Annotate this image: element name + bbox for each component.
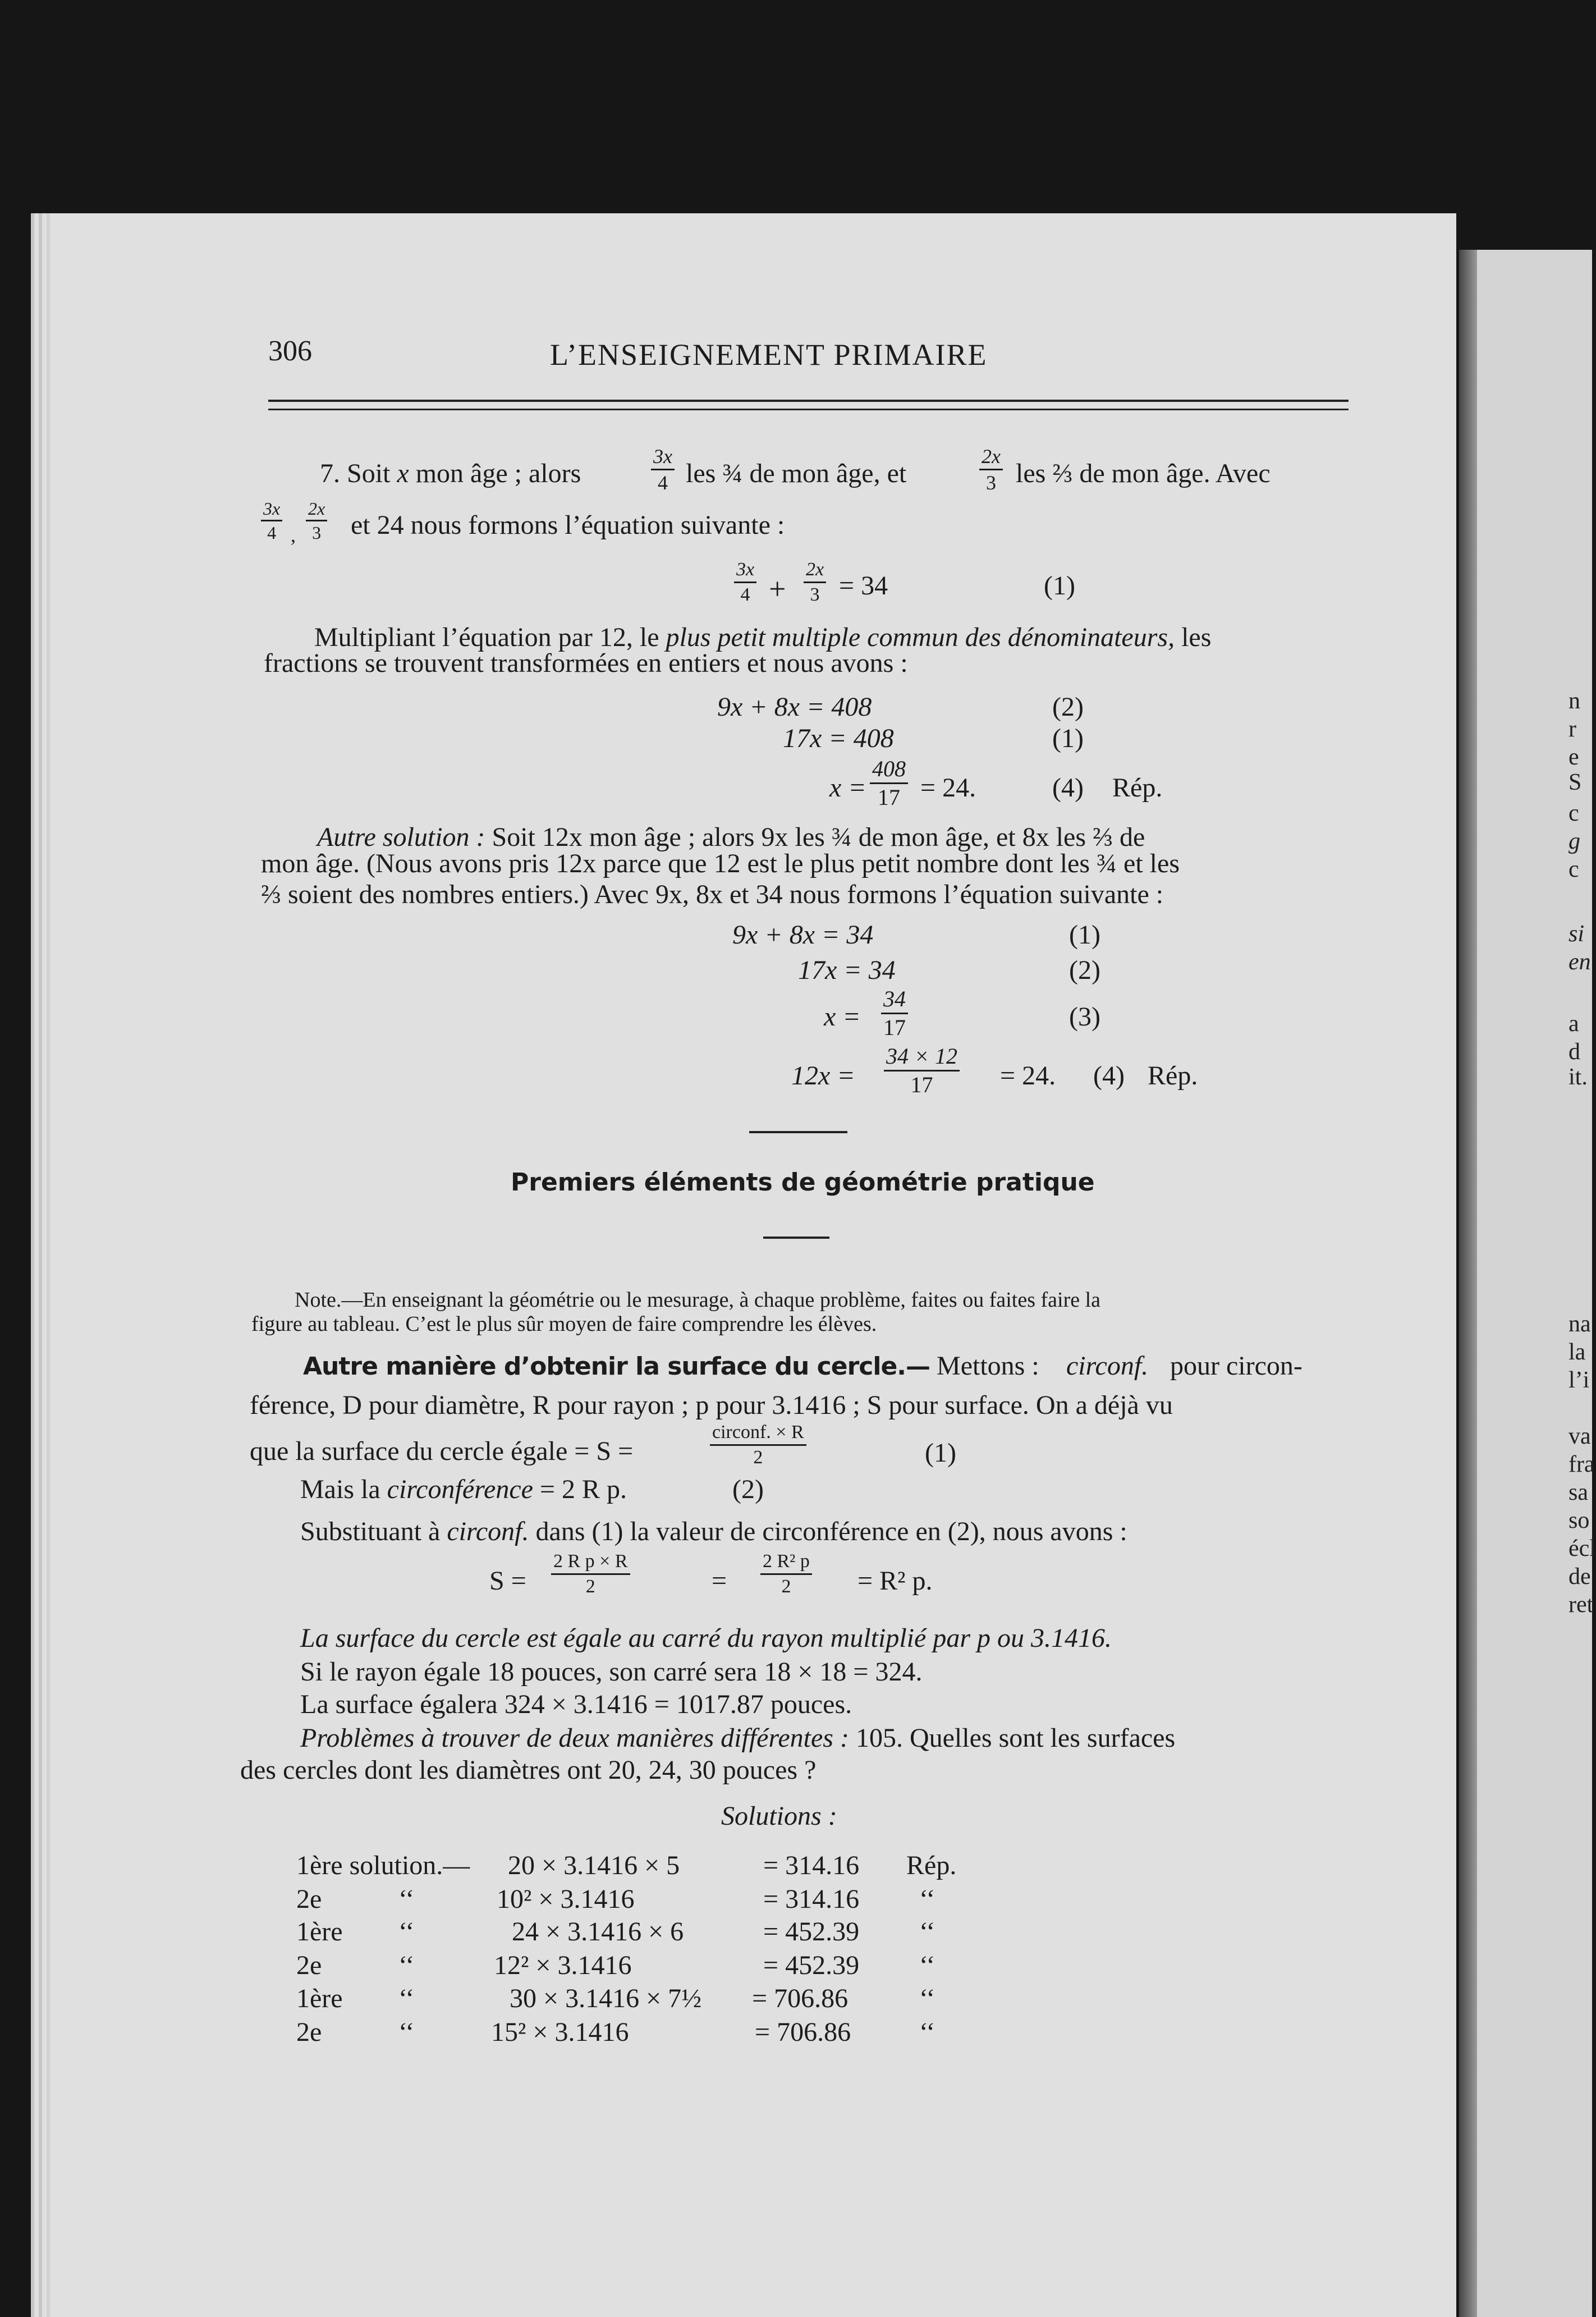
text-line: férence, D pour diamètre, R pour rayon ; p pour 3.1416 ; S pour surface. On a déjà vu: [250, 1390, 1173, 1420]
equals-sign: =: [712, 1566, 727, 1596]
term-circonf: circonf.: [1066, 1351, 1149, 1381]
fragment: fra: [1569, 1451, 1595, 1477]
solution-expr: 24 × 3.1416 × 6: [512, 1917, 684, 1947]
solution-label: 2e: [296, 1950, 322, 1980]
equation-rhs: = 24.: [1000, 1061, 1056, 1091]
page-edge: [47, 213, 50, 2317]
ditto-mark: ‘‘: [398, 1950, 415, 1980]
text-line: 7. Soit x mon âge ; alors: [320, 459, 581, 488]
fraction: $\frac{2x}{3}$: [979, 446, 1003, 493]
fragment: n: [1569, 688, 1580, 714]
solution-rep: ‘‘: [919, 1950, 935, 1980]
text-line: La surface égalera 324 × 3.1416 = 1017.87 pouces.: [300, 1689, 852, 1719]
text-line: Si le rayon égale 18 pouces, son carré sera 18 × 18 = 324.: [300, 1657, 923, 1687]
equation: x =: [829, 773, 866, 803]
equation-ref: (1): [1052, 724, 1084, 753]
equation-ref: (4): [1093, 1061, 1125, 1091]
section-divider: [749, 1131, 847, 1133]
fraction: $\frac{3x}{4}$: [651, 446, 675, 493]
text-line: les ⅔ de mon âge. Avec: [1016, 459, 1271, 488]
fragment: d: [1569, 1039, 1580, 1065]
solution-result: = 706.86: [755, 2017, 851, 2047]
solution-rep: ‘‘: [919, 1884, 935, 1914]
fraction: $\frac{2x}{3}$: [306, 500, 327, 542]
solution-label: 2e: [296, 1884, 322, 1914]
ditto-mark: ‘‘: [398, 2017, 415, 2047]
fraction: circonf. × R 2: [710, 1423, 806, 1467]
solution-label: 1ère: [296, 1984, 343, 2013]
fraction: $\frac{408}{17}$: [870, 758, 908, 809]
header-rule: [268, 400, 1349, 402]
fragment: de: [1569, 1564, 1591, 1590]
solution-expr: 15² × 3.1416: [491, 2017, 629, 2047]
page-number: 306: [268, 335, 312, 367]
solutions-title: Solutions :: [721, 1801, 837, 1831]
fragment: si: [1569, 921, 1585, 947]
solution-label: 1ère solution.—: [296, 1851, 470, 1880]
facing-page: [1459, 250, 1592, 2317]
equation-ref: (2): [732, 1475, 764, 1504]
fraction: $\frac{3x}{4}$: [734, 560, 756, 605]
text-line: Autre manière d’obtenir la surface du cercle.— Mettons :: [303, 1351, 1039, 1381]
book-gutter: [1459, 250, 1477, 2317]
page-edge: [39, 213, 42, 2317]
fraction: $\frac{34}{17}$: [881, 988, 908, 1039]
text-line: que la surface du cercle égale = S =: [250, 1436, 634, 1466]
text-line: Substituant à circonf. dans (1) la valeur de circonférence en (2), nous avons :: [300, 1517, 1127, 1546]
text-line: les ¾ de mon âge, et: [686, 459, 907, 488]
equation: 17x = 34: [798, 955, 896, 985]
solution-result: = 706.86: [752, 1984, 849, 2013]
fragment: e: [1569, 744, 1579, 770]
note-line: figure au tableau. C’est le plus sûr moyen de faire comprendre les élèves.: [251, 1312, 877, 1336]
plus-sign: +: [769, 572, 786, 606]
solution-expr: 20 × 3.1416 × 5: [508, 1851, 680, 1880]
equation: S =: [489, 1566, 526, 1596]
ditto-mark: ‘‘: [398, 1984, 415, 2013]
ditto-mark: ‘‘: [398, 1917, 415, 1947]
equation-ref: (3): [1069, 1002, 1100, 1032]
equation: 9x + 8x = 34: [732, 920, 874, 950]
fraction: $\frac{34 \times 12}{17}$: [884, 1045, 960, 1096]
solution-result: = 314.16: [763, 1851, 860, 1880]
fragment: g: [1569, 828, 1580, 854]
equation-ref: (4): [1052, 773, 1084, 803]
equation: 9x + 8x = 408: [717, 692, 872, 722]
fragment: écl: [1569, 1536, 1596, 1562]
text-line: des cercles dont les diamètres ont 20, 24, 30 pouces ?: [240, 1755, 817, 1785]
equation-ref: (2): [1052, 692, 1084, 722]
equation-rhs: = 24.: [920, 773, 976, 803]
rule-statement: La surface du cercle est égale au carré du rayon multiplié par p ou 3.1416.: [300, 1623, 1112, 1653]
rep-label: Rép.: [1112, 773, 1163, 803]
section-title: Premiers éléments de géométrie pratique: [511, 1168, 1095, 1197]
fraction: $\frac{\text{2 R p × R}}{2}$: [551, 1552, 630, 1596]
solution-rep: Rép.: [906, 1851, 957, 1880]
fragment: va: [1569, 1423, 1591, 1449]
fragment: la: [1569, 1339, 1586, 1365]
fraction: $\frac{\text{2 R² p}}{2}$: [760, 1552, 812, 1596]
solution-label: 2e: [296, 2017, 322, 2047]
comma: ,: [291, 524, 296, 546]
solution-rep: ‘‘: [919, 2017, 935, 2047]
header-rule: [268, 409, 1349, 410]
text-line: et 24 nous formons l’équation suivante :: [351, 510, 785, 540]
equation: x =: [824, 1002, 861, 1032]
solution-expr: 30 × 3.1416 × 7½: [510, 1984, 702, 2013]
text-line: fractions se trouvent transformées en entiers et nous avons :: [264, 648, 908, 678]
section-divider: [763, 1237, 829, 1239]
text-line: Mais la circonférence = 2 R p.: [300, 1475, 627, 1504]
solution-rep: ‘‘: [919, 1917, 935, 1947]
solution-rep: ‘‘: [919, 1984, 935, 2013]
note-line: Note.—En enseignant la géométrie ou le mesurage, à chaque problème, faites ou faites faire la: [295, 1288, 1101, 1312]
text-line: Multipliant l’équation par 12, le plus petit multiple commun des dénominateurs, les: [314, 622, 1212, 652]
text-line: Problèmes à trouver de deux manières différentes : 105. Quelles sont les surfaces: [300, 1723, 1176, 1753]
text-line: Autre solution : Soit 12x mon âge ; alors 9x les ¾ de mon âge, et 8x les ⅔ de: [317, 822, 1145, 852]
fragment: a: [1569, 1011, 1579, 1037]
fragment: so: [1569, 1508, 1590, 1533]
text-line: pour circon-: [1170, 1351, 1303, 1381]
fragment: c: [1569, 800, 1579, 826]
page-edge: [31, 213, 34, 2317]
equation-rhs: = R² p.: [857, 1566, 933, 1596]
fragment: sa: [1569, 1480, 1588, 1505]
fragment: it.: [1569, 1064, 1588, 1090]
ditto-mark: ‘‘: [398, 1884, 415, 1914]
equation-ref: (2): [1069, 955, 1100, 985]
fragment: r: [1569, 716, 1576, 742]
running-title: L’ENSEIGNEMENT PRIMAIRE: [550, 338, 988, 372]
fragment: l’i: [1569, 1367, 1590, 1393]
fragment: en: [1569, 949, 1591, 975]
text-line: mon âge. (Nous avons pris 12x parce que 12 est le plus petit nombre dont les ¾ et les: [261, 849, 1180, 878]
equation: 17x = 408: [783, 724, 894, 753]
equation-rhs: = 34: [839, 571, 888, 601]
rep-label: Rép.: [1148, 1061, 1198, 1091]
fragment: c: [1569, 857, 1579, 882]
fragment: ret: [1569, 1592, 1594, 1618]
equation-ref: (1): [1044, 571, 1075, 601]
solution-expr: 10² × 3.1416: [497, 1884, 635, 1914]
solution-result: = 314.16: [763, 1884, 860, 1914]
solution-expr: 12² × 3.1416: [494, 1950, 632, 1980]
solution-result: = 452.39: [763, 1917, 860, 1947]
equation-ref: (1): [925, 1438, 956, 1468]
fragment: na: [1569, 1311, 1591, 1337]
text-line: ⅔ soient des nombres entiers.) Avec 9x, 8x et 34 nous formons l’équation suivante :: [261, 880, 1164, 909]
equation: 12x =: [791, 1061, 855, 1091]
fraction: $\frac{3x}{4}$: [261, 500, 282, 542]
solution-result: = 452.39: [763, 1950, 860, 1980]
solution-label: 1ère: [296, 1917, 343, 1947]
equation-ref: (1): [1069, 920, 1100, 950]
fragment: S: [1569, 770, 1582, 795]
fraction: $\frac{2x}{3}$: [804, 560, 826, 605]
